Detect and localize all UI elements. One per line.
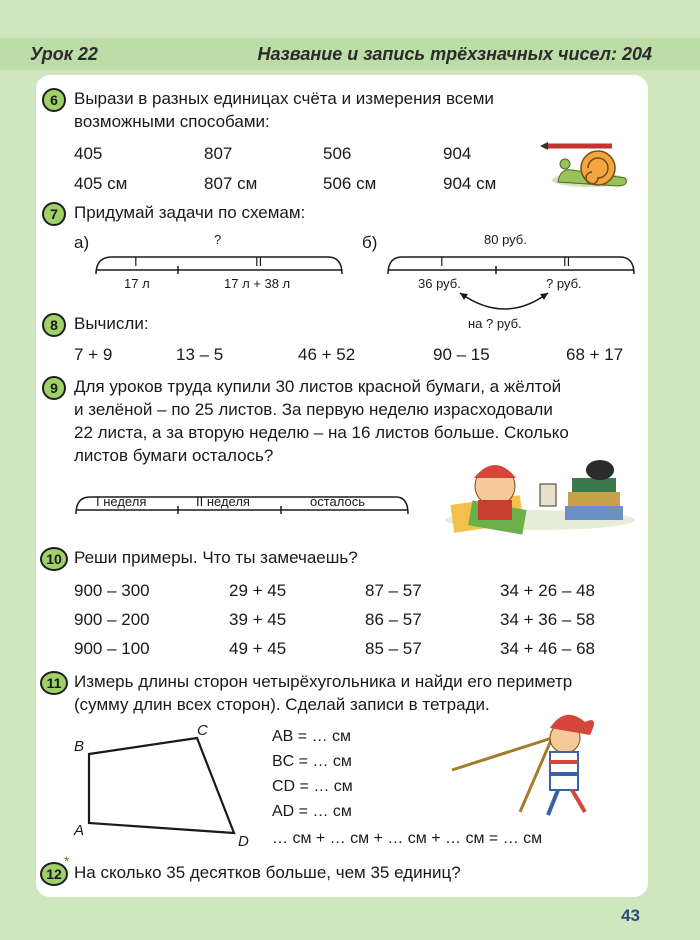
scheme-a-value1: 17 л xyxy=(124,276,150,291)
scheme-b-value2: ? руб. xyxy=(546,276,582,291)
side-ad: AD = … см xyxy=(272,803,352,820)
scheme-a-label: а) xyxy=(74,233,90,252)
lesson-label: Урок 22 xyxy=(30,44,98,64)
scheme-a-part1: I xyxy=(134,254,138,269)
task-6-length: 904 см xyxy=(443,174,497,193)
task-11-text-2: (сумму длин всех сторон). Сделай записи в тетради. xyxy=(74,695,490,714)
vertex-d: D xyxy=(238,833,249,850)
task-6-badge: 6 xyxy=(42,88,66,112)
task-9-text-4: листов бумаги осталось? xyxy=(74,446,274,465)
vertex-b: B xyxy=(74,738,85,755)
scheme-b-difference: на ? руб. xyxy=(468,316,522,331)
task-6-length: 405 см xyxy=(74,174,128,193)
task-10-expression: 34 + 26 – 48 xyxy=(500,581,596,600)
task-10-expression: 34 + 36 – 58 xyxy=(500,610,596,629)
task-9-text-1: Для уроков труда купили 30 листов красной бумаги, а жёлтой xyxy=(74,377,562,396)
task-6-number: 405 xyxy=(74,144,103,163)
task-10-text: Реши примеры. Что ты замечаешь? xyxy=(74,548,358,567)
task-10-expression: 34 + 46 – 68 xyxy=(500,639,596,658)
task-10-expression: 900 – 300 xyxy=(74,581,150,600)
task-10-expression: 900 – 200 xyxy=(74,610,150,629)
side-cd: CD = … см xyxy=(272,778,353,795)
task-8-expression: 13 – 5 xyxy=(176,345,224,364)
task-8-expression: 68 + 17 xyxy=(566,345,624,364)
task-9-badge: 9 xyxy=(42,376,66,400)
scheme-b-value1: 36 руб. xyxy=(418,276,461,291)
vertex-a: A xyxy=(74,822,85,839)
task-6-length: 807 см xyxy=(204,174,258,193)
task-12-badge: 12 xyxy=(40,862,68,886)
task-8-expression: 90 – 15 xyxy=(433,345,490,364)
task-10-expression: 87 – 57 xyxy=(365,581,422,600)
task-7-text: Придумай задачи по схемам: xyxy=(74,203,306,222)
page-number: 43 xyxy=(621,906,640,925)
task-6-number: 807 xyxy=(204,144,233,163)
task-8-badge: 8 xyxy=(42,313,66,337)
task-6-number: 506 xyxy=(323,144,352,163)
task-11-text-1: Измерь длины сторон четырёхугольника и найди его периметр xyxy=(74,672,573,691)
scheme-9-remaining: осталось xyxy=(310,494,366,509)
scheme-9-week2: II неделя xyxy=(196,494,250,509)
task-10-expression: 86 – 57 xyxy=(365,610,422,629)
task-7-badge: 7 xyxy=(42,202,66,226)
task-9-text-3: 22 листа, а за вторую неделю – на 16 листов больше. Сколько xyxy=(74,423,569,442)
task-10-expression: 49 + 45 xyxy=(229,639,287,658)
worksheet xyxy=(36,75,648,897)
task-12-text: На сколько 35 десятков больше, чем 35 единиц? xyxy=(74,863,461,882)
task-9-text-2: и зелёной – по 25 листов. За первую неделю израсходовали xyxy=(74,400,553,419)
scheme-b-part2: II xyxy=(563,254,571,269)
task-8-expression: 7 + 9 xyxy=(74,345,113,364)
scheme-b-part1: I xyxy=(440,254,444,269)
vertex-c: C xyxy=(197,722,208,739)
task-6-length: 506 см xyxy=(323,174,377,193)
task-11-badge: 11 xyxy=(40,671,68,695)
task-6-text-1: Вырази в разных единицах счёта и измерения всеми xyxy=(74,89,494,108)
task-10-expression: 39 + 45 xyxy=(229,610,287,629)
lesson-title: Название и запись трёхзначных чисел: 204 xyxy=(257,44,652,64)
task-10-expression: 29 + 45 xyxy=(229,581,287,600)
task-6-text-2: возможными способами: xyxy=(74,112,270,131)
scheme-a-value2: 17 л + 38 л xyxy=(224,276,291,291)
task-8-text: Вычисли: xyxy=(74,314,149,333)
scheme-a-part2: II xyxy=(255,254,263,269)
task-10-expression: 85 – 57 xyxy=(365,639,422,658)
task-8-expression: 46 + 52 xyxy=(298,345,356,364)
perimeter-sum: … см + … см + … см + … см = … см xyxy=(272,830,543,847)
scheme-a-total: ? xyxy=(214,232,222,247)
scheme-b-total: 80 руб. xyxy=(484,232,527,247)
scheme-b-label: б) xyxy=(362,233,378,252)
star-icon: * xyxy=(64,853,70,869)
task-10-expression: 900 – 100 xyxy=(74,639,150,658)
task-6-number: 904 xyxy=(443,144,472,163)
side-bc: BC = … см xyxy=(272,753,352,770)
scheme-9-week1: I неделя xyxy=(96,494,147,509)
side-ab: AB = … см xyxy=(272,728,352,745)
task-10-badge: 10 xyxy=(40,547,68,571)
